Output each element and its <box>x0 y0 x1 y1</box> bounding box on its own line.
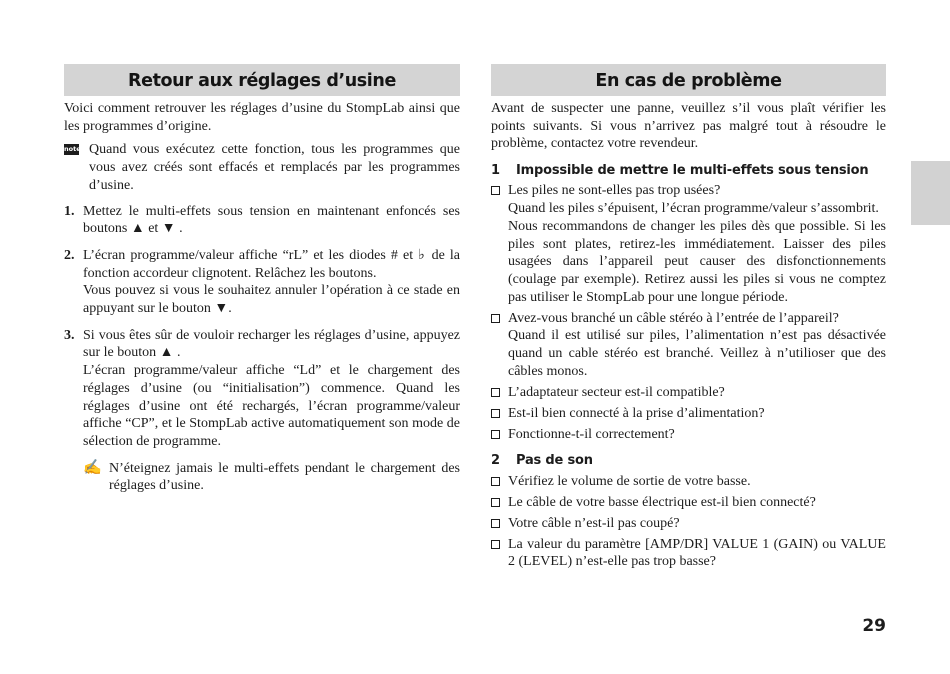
step-3 <box>64 327 460 451</box>
step-text: L’écran programme/valeur affiche “Ld” et le chargement des réglages d’usine (ou “initialisation”) commence. Quand les réglages d’usine ont été rechargés, l’écran programme/valeur affiche “CP”, et le StompLab active automatiquement son mode de sélection de programme. <box>83 363 460 449</box>
step-number: 1. <box>64 203 75 219</box>
section-title: Pas de son <box>516 453 593 469</box>
checklist-item <box>491 182 886 306</box>
warning-pen-icon: ✍ <box>83 459 102 476</box>
checklist-text: Vérifiez le volume de sortie de votre basse. <box>508 473 751 489</box>
checkbox-icon <box>491 186 500 195</box>
checklist-text: Fonctionne-t-il correctement? <box>508 426 675 442</box>
troubleshooting-intro: Avant de suspecter une panne, veuillez s’il vous plaît vérifier les points suivants. Si vous n’arrivez pas malgré tout à résoudre le problème, contactez votre revendeur. <box>491 101 886 152</box>
checklist-detail: Quand il est utilisé sur piles, l’alimentation n’est pas désactivée quand un cable stéréo est branché. Veillez à n’utilioser que des câbles monos. <box>508 328 886 379</box>
checklist-text: Avez-vous branché un câble stéréo à l’entrée de l’appareil? <box>508 310 839 326</box>
section-number: 1 <box>491 163 500 179</box>
checkbox-icon <box>491 388 500 397</box>
checklist-item <box>491 384 886 402</box>
chapter-tab <box>911 161 950 225</box>
checklist-detail: Nous recommandons de changer les piles dès que possible. Si les piles sont plates, retirez-les immédiatement. Laisser des piles usagées dans l’appareil peut causer des disfonctionnements (coulage par exemple). Retirez aussi les piles si vous ne comptez pas utiliser le StompLab pour une longue période. <box>508 218 886 305</box>
page-number: 29 <box>862 616 886 636</box>
checkbox-icon <box>491 314 500 323</box>
checkbox-icon <box>491 519 500 528</box>
step-1 <box>64 203 460 238</box>
section-heading-no-sound <box>491 452 886 469</box>
factory-reset-intro: Voici comment retrouver les réglages d’usine du StompLab ainsi que les programmes d’origine. <box>64 101 460 134</box>
checklist-text: Le câble de votre basse électrique est-il bien connecté? <box>508 494 816 510</box>
section-number: 2 <box>491 453 500 469</box>
checklist-text: Les piles ne sont-elles pas trop usées? <box>508 183 721 199</box>
step-text: L’écran programme/valeur affiche “rL” et les diodes # et ♭ de la fonction accordeur clignotent. Relâchez les boutons. <box>83 247 460 281</box>
checklist-item <box>491 473 886 491</box>
checklist-item <box>491 494 886 512</box>
checklist-item <box>491 426 886 444</box>
note-block <box>64 141 460 194</box>
checkbox-icon <box>491 477 500 486</box>
checklist-item <box>491 515 886 533</box>
checklist-item <box>491 405 886 423</box>
step-number: 3. <box>64 327 75 343</box>
step-2 <box>64 247 460 318</box>
checklist-item <box>491 536 886 571</box>
section-title: Impossible de mettre le multi-effets sous tension <box>516 163 869 179</box>
checkbox-icon <box>491 430 500 439</box>
checkbox-icon <box>491 498 500 507</box>
step-number: 2. <box>64 247 75 263</box>
troubleshooting-column <box>491 64 886 571</box>
warning-text: N’éteignez jamais le multi-effets pendant le chargement des réglages d’usine. <box>109 460 460 494</box>
step-text: Mettez le multi-effets sous tension en maintenant enfoncés ses boutons ▲ et ▼ . <box>83 203 460 237</box>
warning-block <box>83 460 460 495</box>
factory-reset-heading: Retour aux réglages d’usine <box>64 64 460 96</box>
checklist-text: Est-il bien connecté à la prise d’alimentation? <box>508 405 765 421</box>
step-text: Si vous êtes sûr de vouloir recharger les réglages d’usine, appuyez sur le bouton ▲ . <box>83 327 460 361</box>
note-icon: note <box>64 145 81 154</box>
checkbox-icon <box>491 540 500 549</box>
checklist-text: Votre câble n’est-il pas coupé? <box>508 515 680 531</box>
checklist-text: L’adaptateur secteur est-il compatible? <box>508 384 725 400</box>
troubleshooting-heading: En cas de problème <box>491 64 886 96</box>
section-heading-power <box>491 162 886 179</box>
factory-reset-column <box>64 64 460 495</box>
checklist-text: La valeur du paramètre [AMP/DR] VALUE 1 (GAIN) ou VALUE 2 (LEVEL) n’est-elle pas trop basse? <box>508 536 886 570</box>
checklist-item <box>491 310 886 381</box>
checklist-detail: Quand les piles s’épuisent, l’écran programme/valeur s’assombrit. <box>508 201 879 217</box>
checkbox-icon <box>491 409 500 418</box>
note-text: Quand vous exécutez cette fonction, tous les programmes que vous avez créés sont effacés et remplacés par les programmes d’usine. <box>89 142 460 193</box>
step-text: Vous pouvez si vous le souhaitez annuler l’opération à ce stade en appuyant sur le bouton ▼. <box>83 283 460 317</box>
